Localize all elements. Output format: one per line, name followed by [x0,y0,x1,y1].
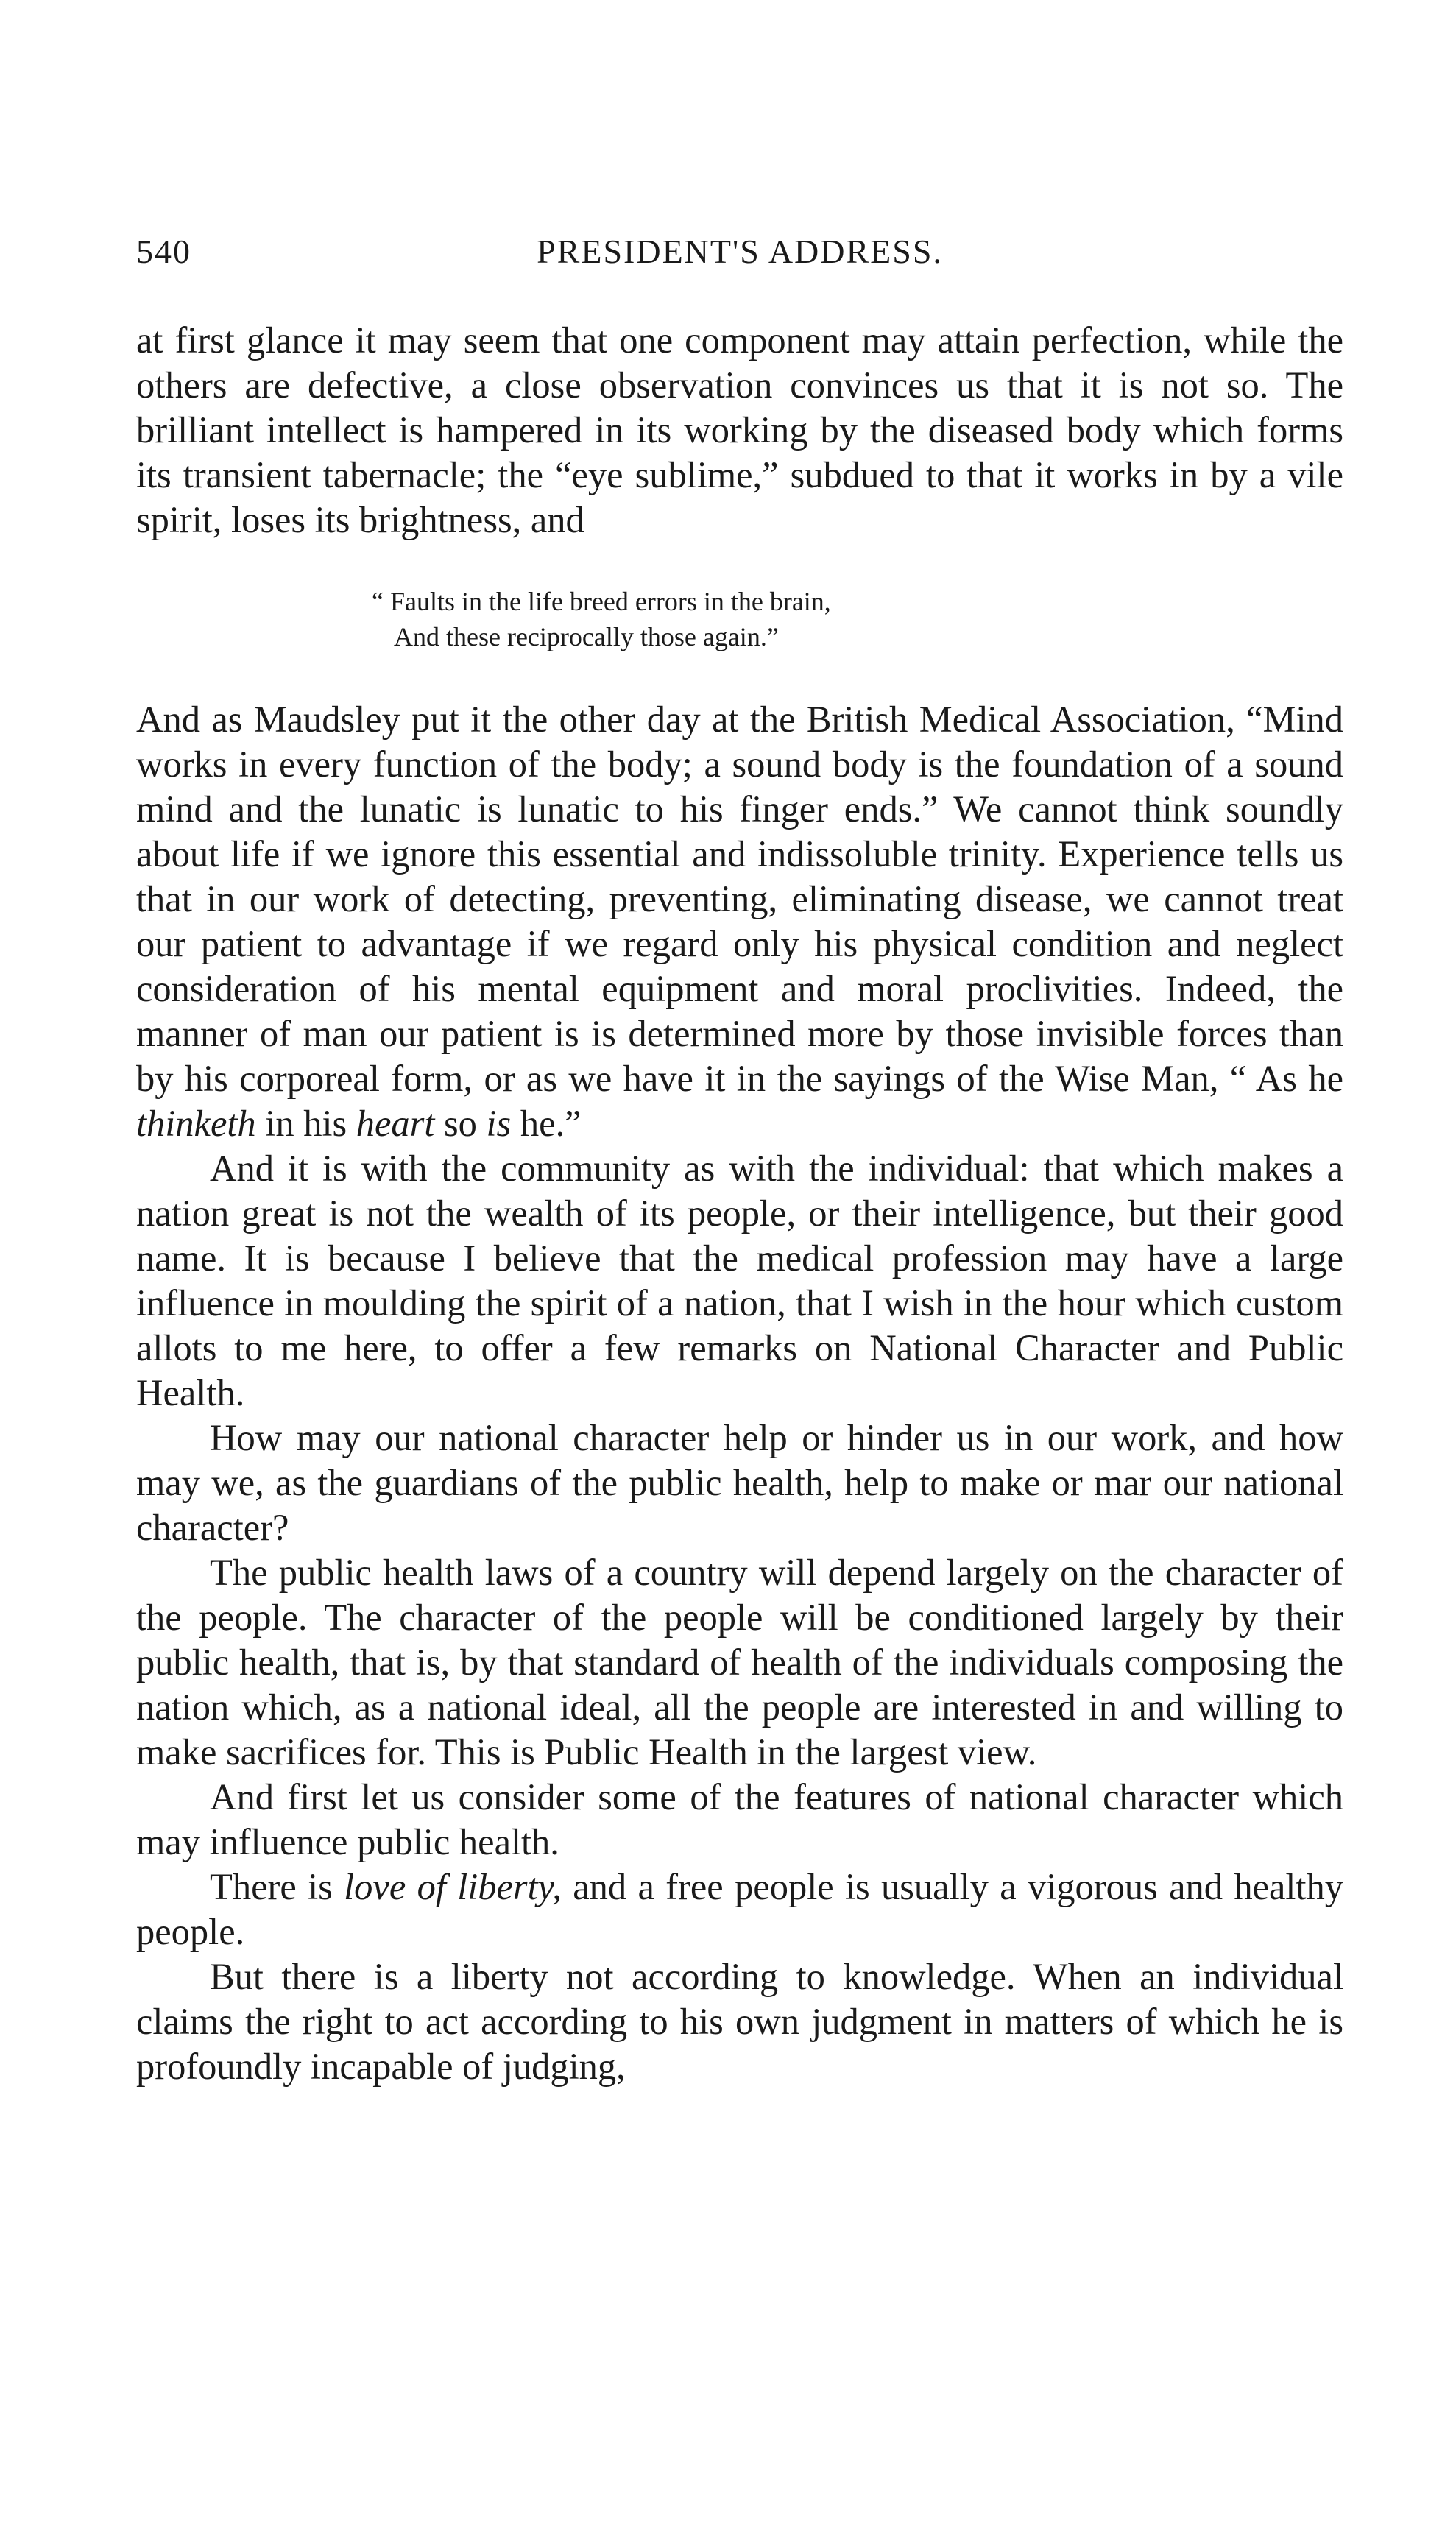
verse-quotation [136,584,1343,654]
running-head: PRESIDENT'S ADDRESS. [537,233,943,270]
paragraph-7-text-a: There is [210,1866,344,1907]
paragraph-2-text-c: so [434,1103,487,1144]
paragraph-2-text-a: And as Maudsley put it the other day at the British Medical Association, “Mind works in every function of the body; a sound body is the foundation of a sound mind and the lunatic is lunatic to his finger ends.” We cannot think soundly about life if we ignore this essential and indissoluble trinity. Experience tells us that in our work of detecting, preventing, eliminating disease, we cannot treat our patient to advantage if we regard only his physical condition and neglect consideration of his mental equipment and moral proclivities. Indeed, the manner of man our patient is is determined more by those invisible forces than by his corporeal form, or as we have it in the sayings of the Wise Man, “ As he [136,699,1343,1099]
paragraph-2 [136,697,1343,1146]
paragraph-5: The public health laws of a country will depend largely on the character of the people. The character of the people will be conditioned largely by their public health, that is, by that standard of health of the individuals composing the nation which, as a national ideal, all the people are interested in and willing to make sacrifices for. This is Public Health in the largest view. [136,1552,1343,1773]
paragraph-2-italic-heart: heart [356,1103,435,1144]
paragraph-2-text-d: he.” [511,1103,582,1144]
paragraph-2-text-b: in his [255,1103,356,1144]
paragraph-2-italic-thinketh: thinketh [136,1103,256,1144]
quote-line-2: And these reciprocally those again.” [394,622,779,651]
paragraph-7 [136,1865,1343,1954]
paragraph-7-italic-love-of-liberty: love of liberty, [344,1866,562,1907]
paragraph-2-italic-is: is [486,1103,512,1144]
body-text [136,318,1343,2089]
paragraph-6: And first let us consider some of the features of national character which may influence public health. [136,1776,1343,1862]
book-page [136,230,1343,2089]
paragraph-8: But there is a liberty not according to knowledge. When an individual claims the right to act according to his own judgment in matters of which he is profoundly incapable of judging, [136,1956,1343,2087]
page-header [136,230,1343,274]
paragraph-4: How may our national character help or hinder us in our work, and how may we, as the guardians of the public health, help to make or mar our national character? [136,1417,1343,1548]
page-number: 540 [136,233,191,270]
paragraph-1: at first glance it may seem that one component may attain perfection, while the others are defective, a close observation convinces us that it is not so. The brilliant intellect is hampered in its working by the diseased body which forms its transient tabernacle; the “eye sublime,” subdued to that it works in by a vile spirit, loses its brightness, and [136,319,1343,540]
quote-line-1: “ Faults in the life breed errors in the brain, [372,587,831,616]
paragraph-7-text-b: and a free people is usually a vigorous and healthy people. [136,1866,1343,1952]
paragraph-3: And it is with the community as with the individual: that which makes a nation great is not the wealth of its people, or their intelligence, but their good name. It is because I believe that the medical profession may have a large influence in moulding the spirit of a nation, that I wish in the hour which custom allots to me here, to offer a few remarks on National Character and Public Health. [136,1148,1343,1413]
